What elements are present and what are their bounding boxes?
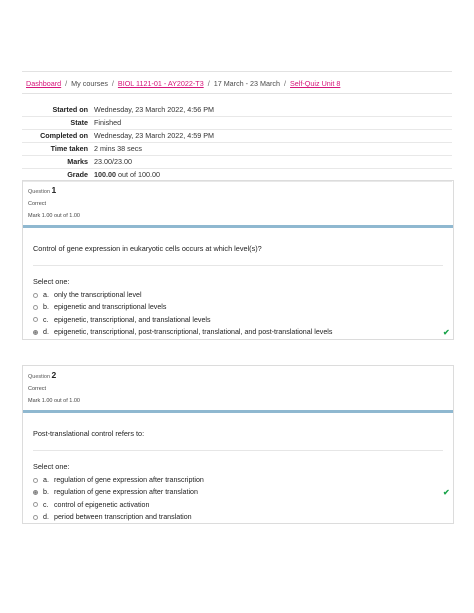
summary-row-marks [22,156,452,169]
correct-check-icon: ✔ [443,327,450,337]
summary-label: Started on [52,105,88,114]
breadcrumb-my-courses[interactable]: My courses [71,79,108,88]
summary-row-completed [22,130,452,143]
option-letter: c. [43,500,49,509]
summary-label: Marks [67,157,88,166]
correct-check-icon: ✔ [443,487,450,497]
radio-button[interactable] [33,293,38,298]
question-number [28,185,448,195]
option-text: control of epigenetic activation [54,500,150,509]
option-text: epigenetic and transcriptional levels [54,303,167,312]
option-letter: a. [43,476,49,485]
breadcrumb-separator: / [111,79,114,88]
question-label: Question [28,189,51,195]
summary-label: Grade [67,170,88,179]
radio-button[interactable] [33,317,38,322]
select-one-label: Select one: [33,277,70,286]
breadcrumb-week[interactable]: 17 March - 23 March [213,79,281,88]
breadcrumb-quiz-link[interactable]: Self-Quiz Unit 8 [290,79,341,88]
breadcrumb [26,79,340,88]
summary-row-started [22,104,452,117]
question-prompt: Post-translational control refers to: [33,413,443,451]
option-letter: c. [43,315,49,324]
question-number-value: 1 [51,185,57,195]
summary-value: 23.00/23.00 [94,157,132,166]
answer-option[interactable] [33,499,443,511]
summary-label: State [70,118,88,127]
breadcrumb-separator: / [65,79,68,88]
radio-button[interactable] [33,305,38,310]
answer-option-selected[interactable] [33,326,450,338]
breadcrumb-separator: / [284,79,287,88]
question-label: Question [28,374,51,380]
radio-button[interactable] [33,478,38,483]
option-letter: b. [43,488,49,497]
option-letter: d. [43,513,49,522]
answer-option[interactable] [33,474,443,486]
breadcrumb-separator: / [207,79,210,88]
answer-option[interactable] [33,314,443,326]
question-content [23,228,453,338]
option-text: epigenetic, transcriptional, and translational levels [54,315,211,324]
question-card [22,180,454,340]
option-text: period between transcription and translation [54,513,192,522]
summary-row-state [22,117,452,130]
top-divider [22,71,452,72]
answer-option[interactable] [33,511,443,523]
question-status: Correct [28,386,47,392]
grade-score: 100.00 [94,170,116,179]
attempt-summary-table [22,104,452,182]
summary-label: Time taken [50,144,88,153]
option-text: regulation of gene expression after translation [54,488,198,497]
answer-option[interactable] [33,289,443,301]
option-letter: b. [43,303,49,312]
summary-value: Finished [94,118,122,127]
radio-button[interactable] [33,515,38,520]
question-mark: Mark 1.00 out of 1.00 [28,213,80,219]
summary-row-time-taken [22,143,452,156]
breadcrumb-divider [22,93,452,94]
summary-value: 2 mins 38 secs [94,144,142,153]
summary-label: Completed on [40,131,88,140]
select-one-label: Select one: [33,462,70,471]
breadcrumb-dashboard-link[interactable]: Dashboard [26,79,62,88]
summary-value: Wednesday, 23 March 2022, 4:59 PM [94,131,214,140]
grade-out-of: out of 100.00 [115,170,160,179]
question-status: Correct [28,201,47,207]
question-info [23,181,453,219]
question-prompt: Control of gene expression in eukaryotic cells occurs at which level(s)? [33,228,443,266]
question-card [22,365,454,524]
option-letter: d. [43,328,49,337]
radio-button[interactable] [33,502,38,507]
question-number-value: 2 [51,370,57,380]
question-mark: Mark 1.00 out of 1.00 [28,398,80,404]
answer-option-selected[interactable] [33,486,450,498]
option-text: only the transcriptional level [54,291,142,300]
option-text: regulation of gene expression after transcription [54,476,204,485]
question-info [23,366,453,404]
option-text: epigenetic, transcriptional, post-transcriptional, translational, and post-translational levels [54,328,333,337]
option-letter: a. [43,291,49,300]
radio-button-selected[interactable] [33,330,38,335]
breadcrumb-course-link[interactable]: BIOL 1121-01 - AY2022-T3 [117,79,204,88]
question-number [28,370,448,380]
summary-value: Wednesday, 23 March 2022, 4:56 PM [94,105,214,114]
answer-option[interactable] [33,301,443,313]
question-content [23,413,453,523]
radio-button-selected[interactable] [33,490,38,495]
